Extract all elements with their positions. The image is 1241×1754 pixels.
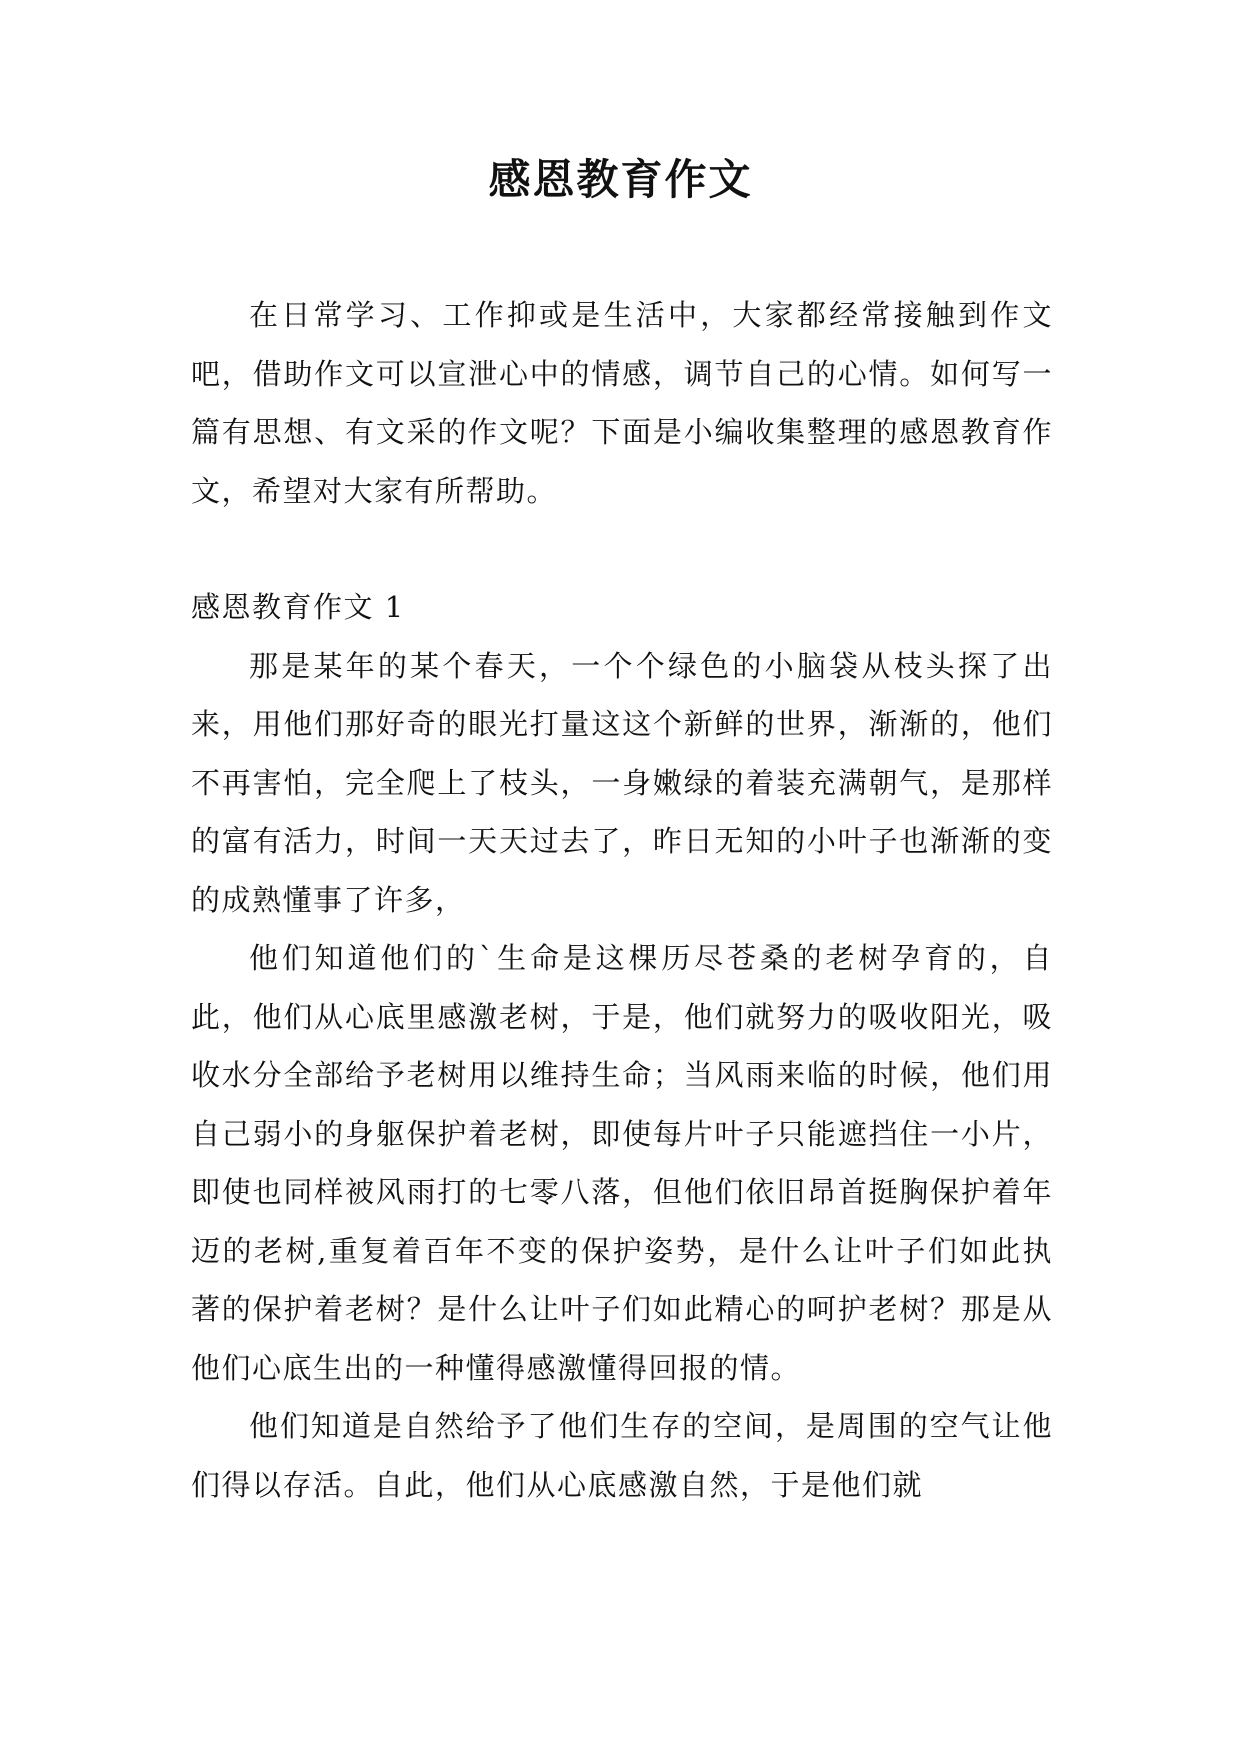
document-body	[191, 286, 1053, 1514]
body-paragraph: 他们知道他们的`生命是这棵历尽苍桑的老树孕育的，自此，他们从心底里感激老树，于是，他们就努力的吸收阳光，吸收水分全部给予老树用以维持生命；当风雨来临的时候，他们用自己弱小的身躯保护着老树，即使每片叶子只能遮挡住一小片，即使也同样被风雨打的七零八落，但他们依旧昂首挺胸保护着年迈的老树,重复着百年不变的保护姿势，是什么让叶子们如此执著的保护着老树？是什么让叶子们如此精心的呵护老树？那是从他们心底生出的一种懂得感激懂得回报的情。	[191, 941, 1053, 1385]
document-title: 感恩教育作文	[488, 155, 753, 204]
section-heading: 感恩教育作文 1	[191, 590, 405, 624]
intro-paragraph: 在日常学习、工作抑或是生活中，大家都经常接触到作文吧，借助作文可以宣泄心中的情感，调节自己的心情。如何写一篇有思想、有文采的作文呢？下面是小编收集整理的感恩教育作文，希望对大家有所帮助。	[191, 298, 1053, 508]
body-paragraph: 他们知道是自然给予了他们生存的空间，是周围的空气让他们得以存活。自此，他们从心底感激自然，于是他们就	[191, 1409, 1053, 1502]
body-paragraph: 那是某年的某个春天，一个个绿色的小脑袋从枝头探了出来，用他们那好奇的眼光打量这这个新鲜的世界，渐渐的，他们不再害怕，完全爬上了枝头，一身嫩绿的着装充满朝气，是那样的富有活力，时间一天天过去了，昨日无知的小叶子也渐渐的变的成熟懂事了许多，	[191, 648, 1053, 917]
